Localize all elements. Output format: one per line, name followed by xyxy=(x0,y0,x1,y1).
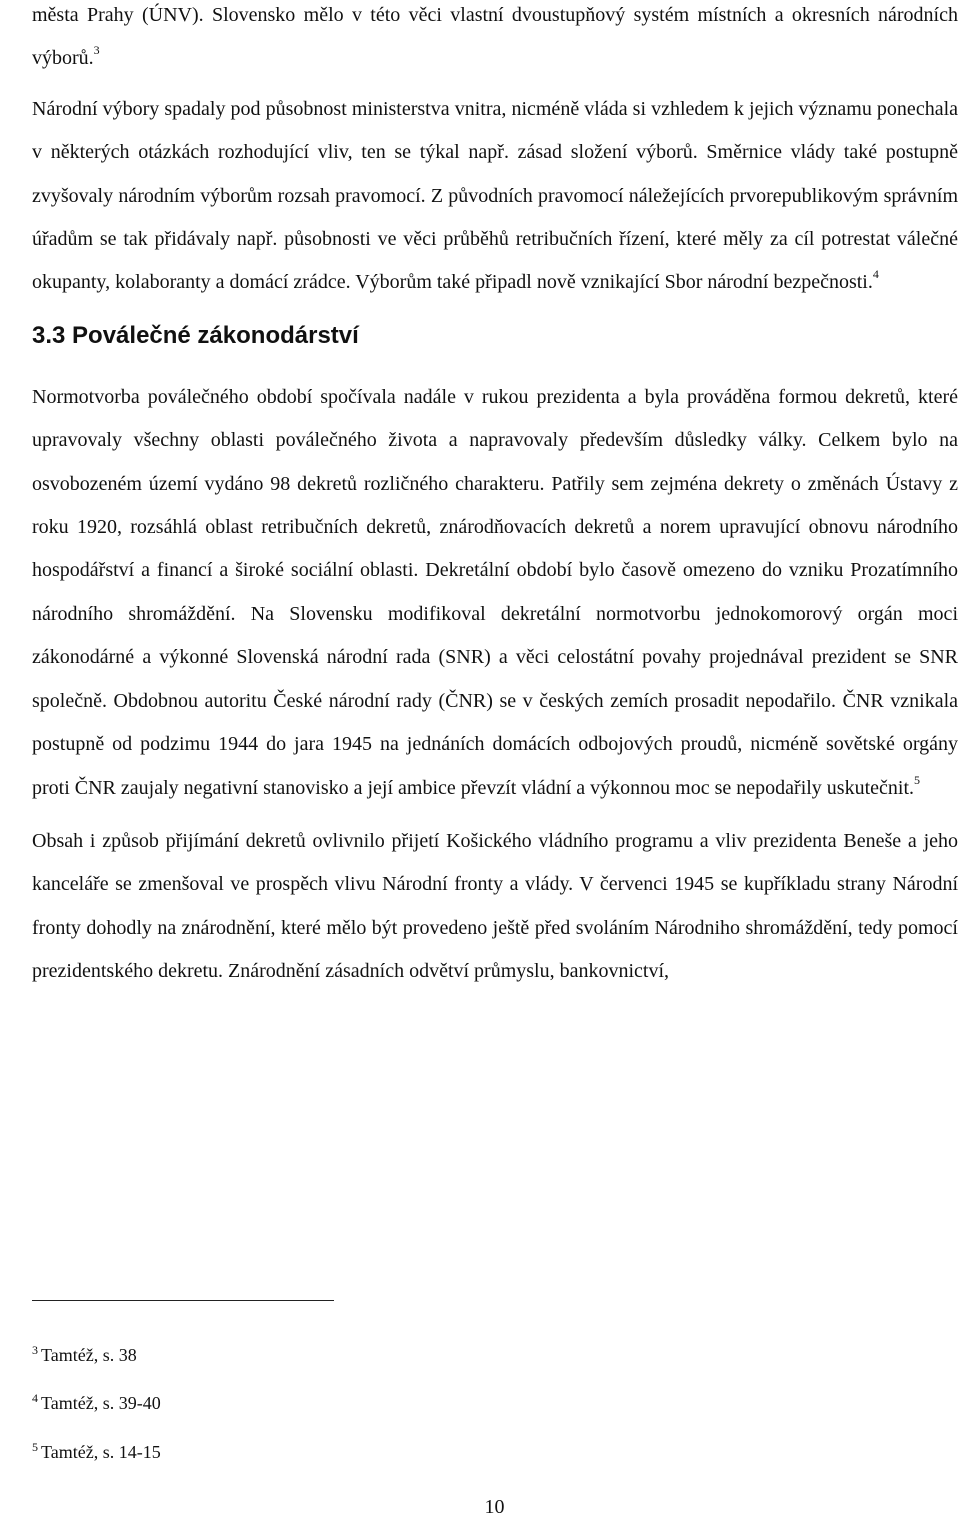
page-number: 10 xyxy=(484,1496,505,1518)
paragraph-narodni-vybory: Národní výbory spadaly pod působnost ministerstva vnitra, nicméně vláda si vzhledem k jejich významu ponechala v některých otázkách rozhodující vliv, ten se týkal např. zásad složení výborů. Směrnice vlády také postupně zvyšovaly národním výborům rozsah pravomocí. Z původních pravomocí náležejících prvorepublikovým správním úřadům se tak přidávaly např. působnosti ve věci průběhů retribučních řízení, které měly za cíl potrestat válečné okupanty, kolaboranty a domácí zrádce. Výborům také připadl nově vznikající Sbor národní bezpečnosti.$^4$ xyxy=(32,97,958,294)
footnote-separator xyxy=(32,1300,334,1301)
footnote-5: $^5$ Tamtéž, s. 14-15 xyxy=(32,1440,161,1462)
paragraph-obsah-dekretu: Obsah i způsob přijímání dekretů ovlivnilo přijetí Košického vládního programu a vliv prezidenta Beneše a jeho kanceláře se zmenšoval ve prospěch vlivu Národní fronty a vlády. V červenci 1945 se kupříkladu strany Národní fronty dohodly na znárodnění, které mělo být provedeno ještě před svoláním Národniho shromáždění, tedy pomocí prezidentského dekretu. Znárodnění zásadních odvětví průmyslu, bankovnictví, xyxy=(32,829,958,983)
footnote-3: $^3$ Tamtéž, s. 38 xyxy=(32,1343,137,1365)
paragraph-normotvorba: Normotvorba poválečného období spočívala nadále v rukou prezidenta a byla prováděna formou dekretů, které upravovaly všechny oblasti poválečného života a napravovaly především důsledky války. Celkem bylo na osvobozeném území vydáno 98 dekretů rozličného charakteru. Patřily sem zejména dekrety o změnách Ústavy z roku 1920, rozsáhlá oblast retribučních dekretů, znárodňovacích dekretů a norem upravující obnovu národního hospodářství a financí a široké sociální oblasti. Dekretální období bylo časově omezeno do vzniku Prozatímního národního shromáždění. Na Slovensku modifikoval dekretální normotvorbu jednokomorový orgán moci zákonodárné a výkonné Slovenská národní rada (SNR) a věci celostátní povahy projednával prezident se SNR společně. Obdobnou autoritu České národní rady (ČNR) se v českých zemích prosadit nepodařilo. ČNR vznikala postupně od podzimu 1944 do jara 1945 na jednáních domácích odbojových proudů, nicméně sovětské orgány proti ČNR zaujaly negativní stanovisko a její ambice převzít vládní a výkonnou moc se nepodařily uskutečnit.$^5$ xyxy=(32,385,958,799)
page-body xyxy=(32,0,958,994)
footnote-ref-3[interactable]: 3 xyxy=(93,43,100,58)
section-heading: 3.3 Poválečné zákonodárství xyxy=(32,321,359,349)
footnote-ref-4[interactable]: 4 xyxy=(872,267,879,282)
paragraph-continuation: města Prahy (ÚNV). Slovensko mělo v této věci vlastní dvoustupňový systém místních a okresních národních výborů.$^3$ xyxy=(32,4,958,70)
footnote-ref-5[interactable]: 5 xyxy=(914,772,921,787)
footnote-4: $^4$ Tamtéž, s. 39-40 xyxy=(32,1391,161,1413)
